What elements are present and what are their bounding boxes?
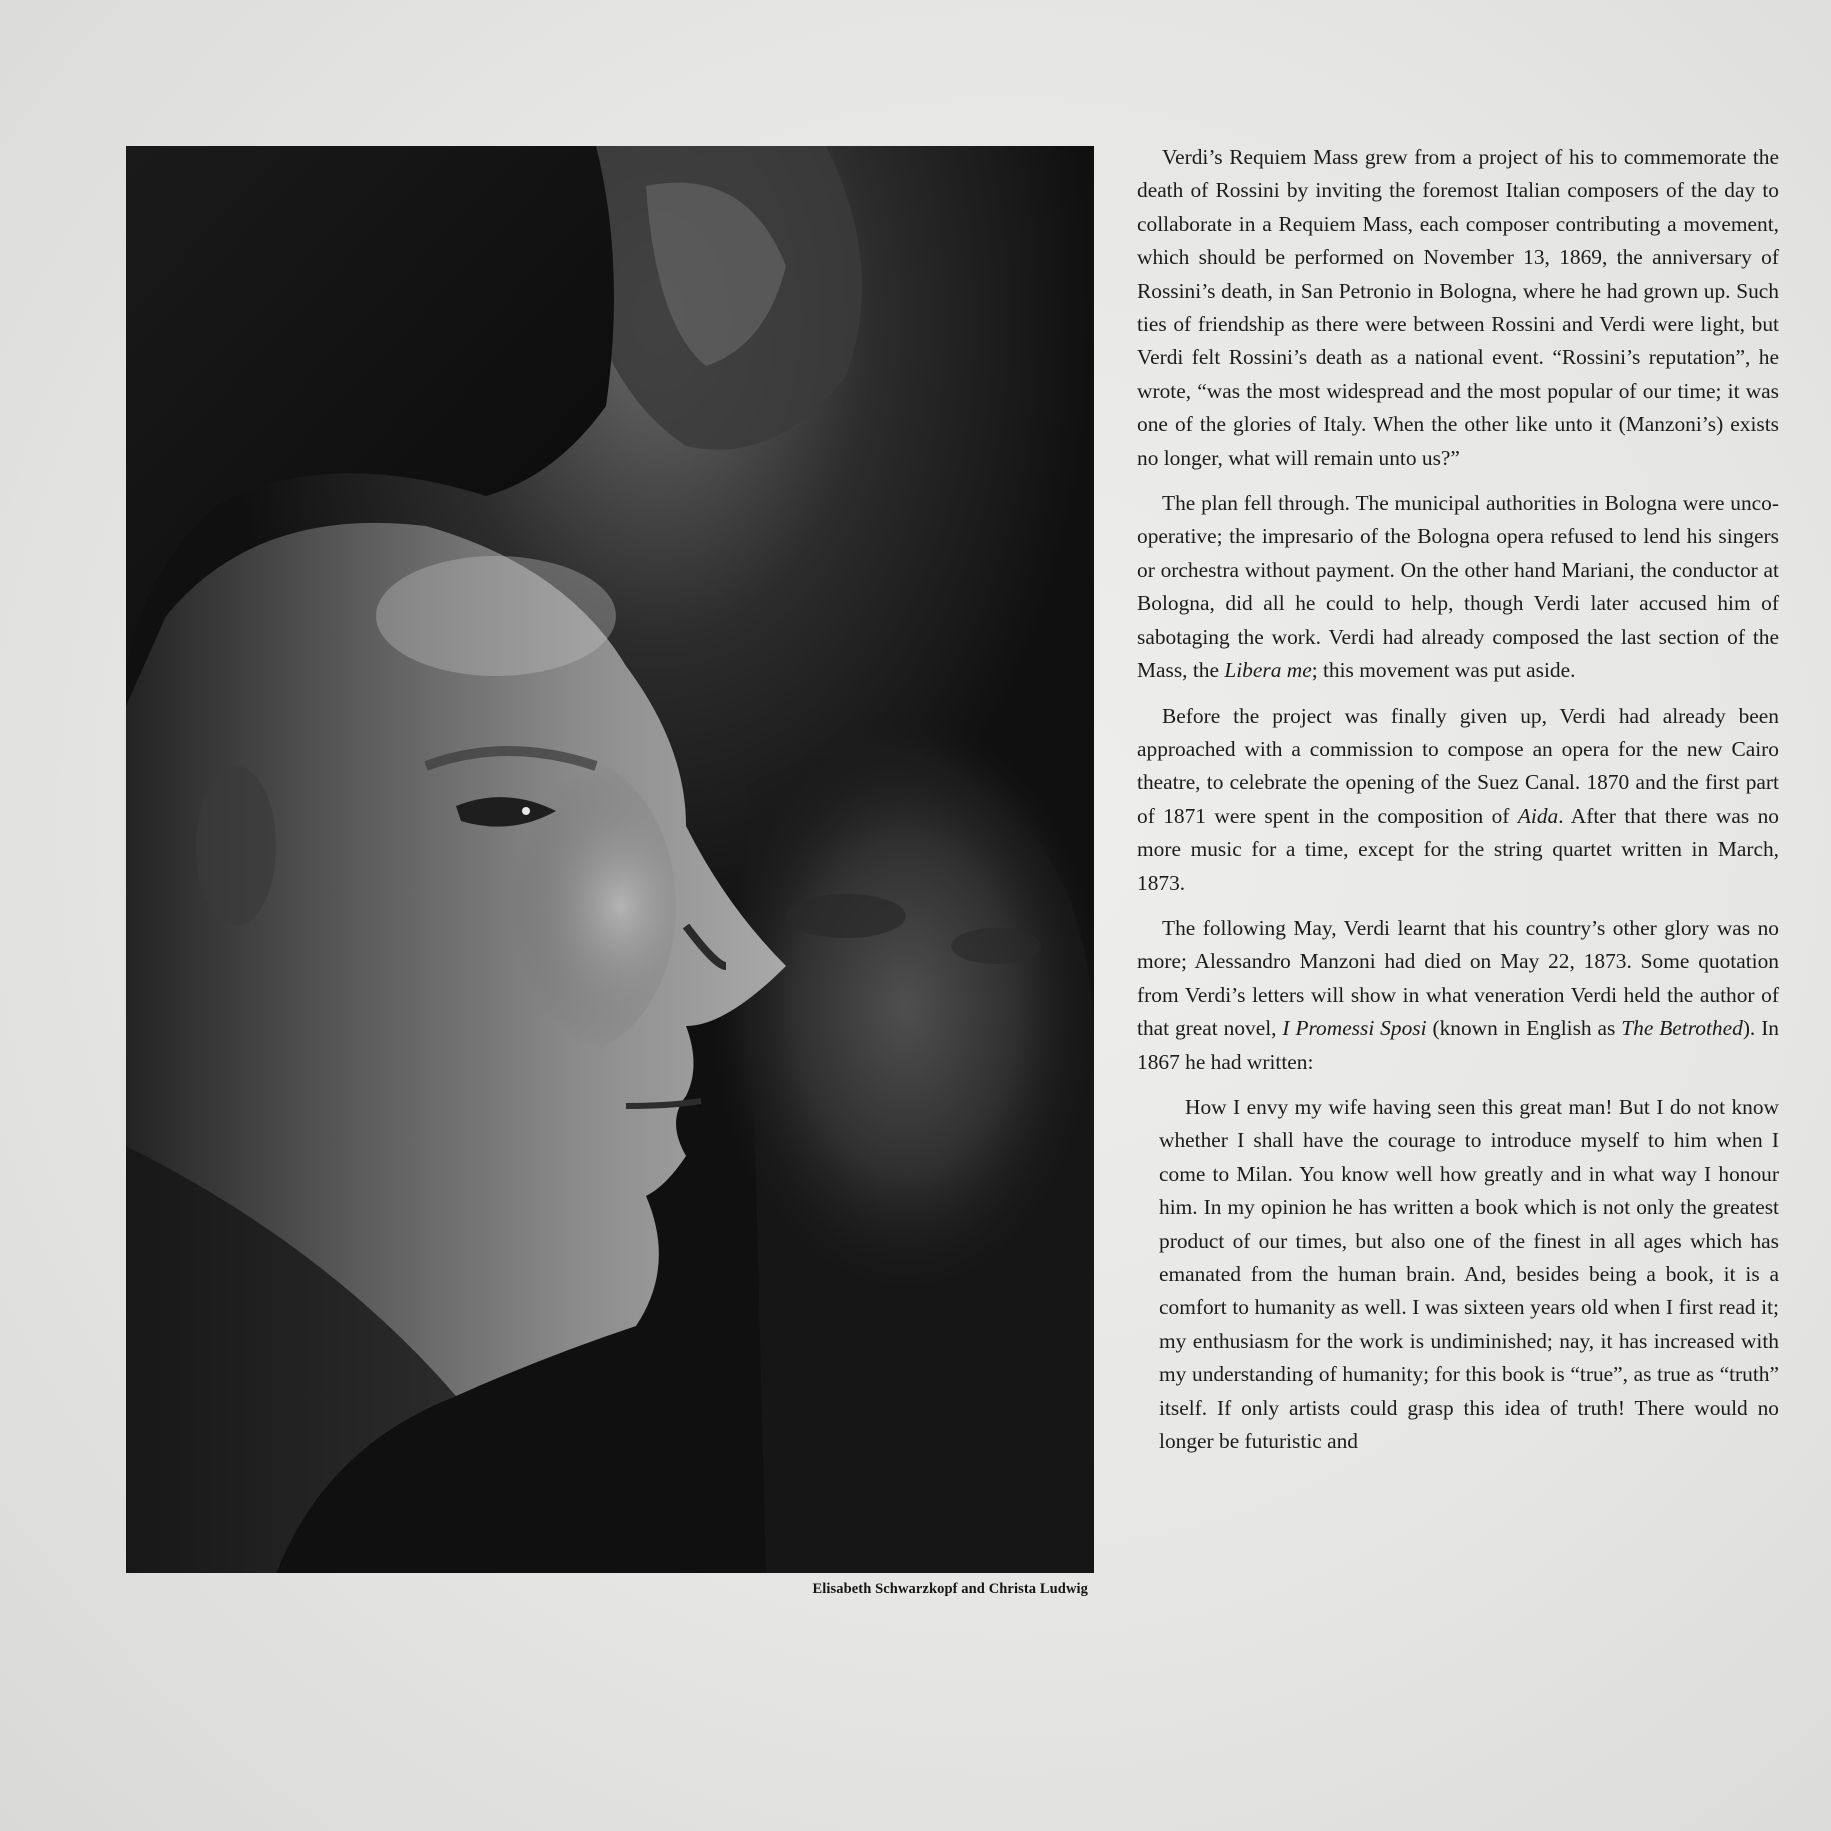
paragraph-4-text-b: (known in English as: [1426, 1016, 1622, 1041]
paragraph-4-text-a: The following May, Verdi learnt that his country’s other glory was no more; Alessandro Manzoni had died on May 22, 1873. Some quotation from Verdi’s letters will show in what veneration Verdi held the author of that great novel,: [1137, 915, 1779, 1041]
paragraph-3-text-a: Before the project was finally given up, Verdi had already been approached with a commission to compose an opera for the new Cairo theatre, to celebrate the opening of the Suez Canal. 1870 and the first part of 1871 were spent in the composition of: [1137, 703, 1779, 828]
paragraph-2-text-a: The plan fell through. The municipal authorities in Bologna were unco-operative; the impresario of the Bologna opera refused to lend his singers or orchestra without payment. On the other hand Mariani, the conductor at Bologna, did all he could to help, though Verdi later accused him of sabotaging the work. Verdi had already composed the last section of the Mass, the: [1137, 491, 1779, 683]
article-text: [1137, 141, 1779, 1470]
paragraph-4-italic-2: The Betrothed: [1621, 1016, 1743, 1041]
paragraph-3-text-b: . After that there was no more music for a time, except for the string quartet written in March, 1873.: [1137, 803, 1779, 895]
photograph: [126, 146, 1094, 1573]
paragraph-3-italic: Aida: [1517, 803, 1559, 828]
paragraph-4: [1137, 912, 1779, 1079]
paragraph-2: [1137, 487, 1779, 687]
paragraph-1: Verdi’s Requiem Mass grew from a project of his to commemorate the death of Rossini by inviting the foremost Italian composers of the day to collaborate in a Requiem Mass, each composer contributing a movement, which should be performed on November 13, 1869, the anniversary of Rossini’s death, in San Petronio in Bologna, where he had grown up. Such ties of friendship as there were between Rossini and Verdi were light, but Verdi felt Rossini’s death as a national event. “Rossini’s reputation”, he wrote, “was the most widespread and the most popular of our time; it was one of the glories of Italy. When the other like unto it (Manzoni’s) exists no longer, what will remain unto us?”: [1137, 145, 1779, 470]
paragraph-4-italic-1: I Promessi Sposi: [1282, 1016, 1427, 1041]
letter-quotation: How I envy my wife having seen this great man! But I do not know whether I shall have the courage to introduce myself to him when I come to Milan. You know well how greatly and in what way I honour him. In my opinion he has written a book which is not only the greatest product of our times, but also one of the finest in all ages which has emanated from the human brain. And, besides being a book, it is a comfort to humanity as well. I was sixteen years old when I first read it; my enthusiasm for the work is undiminished; nay, it has increased with my understanding of humanity; for this book is “true”, as true as “truth” itself. If only artists could grasp this idea of truth! There would no longer be futuristic and: [1159, 1094, 1779, 1454]
paragraph-4-text-c: ). In 1867 he had written:: [1137, 1016, 1780, 1074]
paragraph-2-italic: Libera me: [1224, 658, 1312, 683]
paragraph-3: [1137, 700, 1779, 900]
photo-caption: Elisabeth Schwarzkopf and Christa Ludwig: [812, 1581, 1088, 1597]
paragraph-2-text-b: ; this movement was put aside.: [1311, 658, 1576, 683]
